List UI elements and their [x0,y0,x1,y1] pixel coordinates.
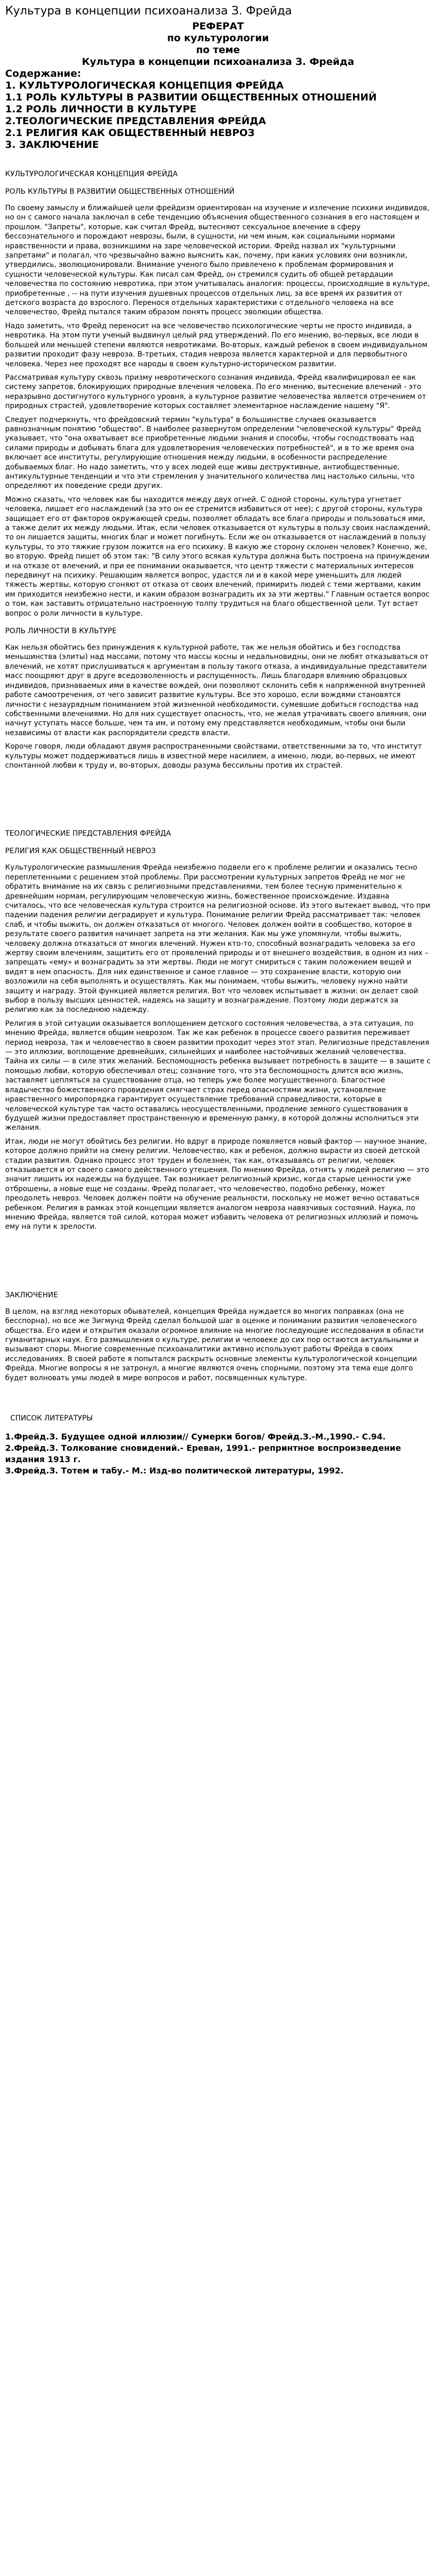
toc-item: 2.ТЕОЛОГИЧЕСКИЕ ПРЕДСТАВЛЕНИЯ ФРЕЙДА [5,115,266,127]
conclusion-heading: ЗАКЛЮЧЕНИЕ [5,1291,58,1299]
literature-item: 3.Фрейд.З. Тотем и табу.- М.: Изд-во политической литературы, 1992. [5,1466,344,1476]
section-1-1-heading: РОЛЬ КУЛЬТУРЫ В РАЗВИТИИ ОБЩЕСТВЕННЫХ ОТНОШЕНИЙ [5,188,235,196]
literature-list [5,1431,431,1477]
toc-item: 1.1 РОЛЬ КУЛЬТУРЫ В РАЗВИТИИ ОБЩЕСТВЕННЫХ ОТНОШЕНИЙ [5,92,377,103]
toc-item: 3. ЗАКЛЮЧЕНИЕ [5,139,99,150]
header-line-4: Культура в концепции психоанализа З. Фрейда [81,56,355,67]
paragraph: Культурологические размышления Фрейда неизбежно подвели его к проблеме религии и оказались тесно переплетенными с решением этой проблемы. При рассмотрении культурных запретов Фрейд не мог не обратить внимание на их связь с религиозными представлениями, тем более тесную применительно к древнейшим нормам, регулирующим человеческую жизнь, божественное происхождение. Издавна считалось, что все человеческая культура строится на религиозной основе. Из этого вытекает вывод, что при падении падения религии деградирует и культура. Понимание религии Фрейд рассматривает так: человек слаб, и чтобы выжить, он должен отказаться от многого. Человек должен войти в сообщество, которое в результате своего развития начинает запрета на эти желания. Как мы уже упомянули, чтобы выжить, человеку должна отказаться от многих влечений. Нужен кто-то, способный вознаградить человека за его жертву своим влечениям, защитить его от проявлений природы и от внешнего воздействия, в одном из них – запрещать «ему» и вознаградить за эти жертвы. Люди не могут смириться с таким положением вещей и видят в нем опасность. Для них единственное и самое главное — это сохранение власти, которую они возложили на себя выполнять и осуществлять. Как мы понимаем, чтобы выжить, человеку нужно найти защиту и награду. Этой функцией является религия. Вот что человек испытывает в жизни: он делает свой выбор в пользу высших ценностей, надеясь на защиту и вознаграждение. Поэтому люди держатся за религию как за последнюю надежду. [5,863,430,1014]
header-line-3: по теме [196,44,240,56]
literature-item: 1.Фрейд.З. Будущее одной иллюзии// Сумерки богов/ Фрейд.З.-М.,1990.- С.94. [5,1432,386,1442]
paragraph: По своему замыслу и ближайшей цели фрейдизм ориентирован на изучение и излечение психики индивидов, но он с самого начала заключал в себе тенденцию объяснения общественного сознания в его настоящем и прошлом. "Запреты", которые, как считал Фрейд, вытесняют сексуальное влечение в сферу бессознательного и порождают неврозы, были, в сущности, ни чем иным, как социальными нормами нравственности и права, возникшими на заре человеческой истории. Фрейд назвал их "культурными запретами" и полагал, что чрезвычайно важно выяснить как, почему, при каких условиях они возникли, утвердились, эволюционировали. Внимание ученого было привлечено к проблемам формирования и сущности человеческой культуры. Как писал сам Фрейд, он стремился судить об общей ретардации человечества по состоянию невротика, при этом учитывалась аналогия: процессы, происходящие в культуре, приобретенные , -- на пути изучения душевных процессов отдельных лиц, за все время их развития от детского возраста до взрослого. Перенося отдельных характеристики с отдельного человека на все человечество, Фрейд пытался таким образом понять процесс эволюции общества. [5,204,430,317]
paragraph: В целом, на взгляд некоторых обывателей, концепция Фрейда нуждается во многих поправках (она не бесспорна), но все же Зигмунд Фрейд сделал большой шаг в оценке и понимании развития человеческого общества. Его идеи и открытия оказали огромное влияние на многие последующие исследования в области гуманитарных наук. Его размышления о культуре, религии и человеке до сих пор остаются актуальными и вызывают споры. Многие современные психоаналитики активно используют работы Фрейда в своих исследованиях. В своей работе я попытался раскрыть основные элементы культурологической концепции Фрейда. Многие вопросы я не затронул, а многие являются очень спорными, поэтому эта тема еще долго будет волновать умы людей в мире вопросов и работ, посвященных культуре. [5,1307,424,1382]
document-title: Культура в концепции психоанализа З. Фрейда [5,5,292,18]
toc-item: 1. КУЛЬТУРОЛОГИЧЕСКАЯ КОНЦЕПЦИЯ ФРЕЙДА [5,80,284,91]
paragraph: Короче говоря, люди обладают двумя распространенными свойствами, ответственными за то, что институт культуры может поддерживаться лишь в известной мере насилием, а именно, люди, во-первых, не имеют спонтанной любви к труду и, во-вторых, доводы разума бессильны против их страстей. [5,742,422,770]
paragraph: Можно сказать, что человек как бы находится между двух огней. С одной стороны, культура угнетает человека, лишает его наслаждений (за это он ее стремится избавиться от нее); с другой стороны, культура защищает его от факторов окружающей среды, позволяет обладать все блага природы и пользоваться ими, а также делит их между людьми. Итак, если человек отказывается от культуры в пользу своих наслаждений, то он лишается защиты, многих благ и может погибнуть. Если же он отказывается от наслаждений в пользу культуры, то это тяжкие грузом ложится на его психику. В какую же сторону склонен человек? Конечно, же, во вторую. Фрейд пишет об этом так: "В силу этого всякая культура должна быть построена на принуждении и на отказе от влечений, и при ее понимании оказывается, что центр тяжести с материальных интересов передвинут на психику. Решающим является вопрос, удастся ли и в какой мере уменьшить для людей тяжесть жертвы, которую сгоняют от отказа от своих влечений, примирить людей с теми жертвами, каким им приходится неизбежно нести, и каким образом вознаградить их за эти жертвы." Главным остается вопрос о том, как заставить отрицательно настроенную толпу трудиться на благо общественной цели. Тут встает вопрос о роли личности в культуре. [5,495,430,618]
header-line-1: РЕФЕРАТ [192,21,244,32]
table-of-contents [5,80,431,151]
report-header [5,21,431,68]
literature-heading: СПИСОК ЛИТЕРАТУРЫ [10,1414,93,1423]
section-1-heading: КУЛЬТУРОЛОГИЧЕСКАЯ КОНЦЕПЦИЯ ФРЕЙДА [5,170,178,178]
toc-label: Содержание: [5,68,81,79]
paragraph: Религия в этой ситуации оказывается воплощением детского состояния человечества, а эта ситуация, по мнению Фрейда, является общим неврозом. Так же как ребенок в процессе своего развития переживает период невроза, так и человечество в своем развитии проходит через этот этап. Религиозные представления — это иллюзии, воплощение древнейших, сильнейших и наиболее настойчивых желаний человечества. Тайна их силы — в силе этих желаний. Беспомощность ребенка вызывает потребность в защите — в защите с помощью любви, которую обеспечивал отец; сознание того, что эта беспомощность длится всю жизнь, заставляет цепляться за существование отца, но теперь уже более могущественного. Благостное владычество божественного провидения смягчает страх перед опасностями жизни, установление нравственного миропорядка гарантирует осуществление требований справедливости, которые в человеческой культуре так часто оставались неосуществленными, продление земного существования в будущей жизни предоставляет пространственную и временную рамку, в которой должны исполниться эти желания. [5,1019,431,1132]
paragraph: Рассматривая культуру сквозь призму невротического сознания индивида, Фрейд квалифицировал ее как систему запретов, блокирующих природные влечения человека. По его мнению, вытеснение влечений - это неразрывно достигнутого культурного уровня, а культурное развитие человечества является отречением от природных страстей, удовлетворение которых составляет элементарное наслаждение нашему "Я". [5,373,426,411]
paragraph: Надо заметить, что Фрейд переносит на все человечество психологические черты не просто индивида, а невротика. На этом пути ученый выдвинул целый ряд утверждений. По его мнению, во-первых, все люди в большей или меньшей степени являются невротиками. Во-вторых, каждый ребенок в своем индивидуальном развитии проходит фазу невроза. В-третьих, стадия невроза является характерной и для первобытного человека. Через нее проходят все народы в своем культурно-историческом развитии. [5,321,428,368]
spacer [5,774,431,821]
paragraph: Как нельзя обойтись без принуждения к культурной работе, так же нельзя обойтись и без господства меньшинства (элиты) над массами, потому что массы косны и недальновидны, они не любят отказываться от влечений, не хотят прислушиваться к аргументам в пользу такого отказа, а индивидуальные представители масс поощряют друг в друге вседозволенность и распущенность. Лишь благодаря влиянию образцовых индивидов, признаваемых ими в качестве вождей, они позволяют склонить себя к напряженной внутренней работе самоотречения, от чего зависит развитие культуры. Все это хорошо, если вождями становятся личности с незаурядным пониманием этой жизненной необходимости, сумевшие добиться господства над собственными влечениями. Но для них существует опасность, что, не желая утрачивать своего влияния, они начнут уступать массе больше, чем та им, и потому ему представляется необходимым, чтобы они были независимы от власти как распорядители средств власти. [5,643,429,737]
section-1-2-heading: РОЛЬ ЛИЧНОСТИ В КУЛЬТУРЕ [5,627,117,636]
section-2-heading: ТЕОЛОГИЧЕСКИЕ ПРЕДСТАВЛЕНИЯ ФРЕЙДА [5,829,171,838]
toc-item: 1.2 РОЛЬ ЛИЧНОСТИ В КУЛЬТУРЕ [5,104,197,115]
paragraph: Следует подчеркнуть, что фрейдовский термин "культура" в большинстве случаев оказывается равнозначным понятию "общество". В наиболее развернутом определении "человеческой культуры" Фрейд указывает, что "она охватывает все приобретенные людьми знания и способы, чтобы господствовать над силами природы и добывать блага для удовлетворения человеческих потребностей", и в то же время она включает все институты, регулирующие отношения между людьми, в особенности распределение добываемых благ. Но надо заметить, что у всех людей еще живы деструктивные, антиобщественные, антикультурные тенденции и что эти стремления у значительного количества лиц настолько сильны, что определяют их поведение среди других. [5,415,422,490]
section-2-1-heading: РЕЛИГИЯ КАК ОБЩЕСТВЕННЫЙ НЕВРОЗ [5,847,156,856]
paragraph: Итак, люди не могут обойтись без религии. Но вдруг в природе появляется новый фактор — научное знание, которое должно прийти на смену религии. Человечество, как и ребенок, должно вырасти из своей детской стадии развития. Однако процесс этот труден и болезнен, так как, отказываясь от религии, человек отказывается и от своего самого действенного утешения. По мнению Фрейда, отнять у людей религию — это значит лишить их надежды на будущее. Так возникает религиозный кризис, когда старые ценности уже отброшены, а новые еще не созданы. Фрейд полагает, что человечество, подобно ребенку, может преодолеть невроз. Человек должен пойти на обучение реальности, поскольку не может вечно оставаться ребенком. Религия в рамках этой концепции является аналогом невроза навязчивых состояний. Наука, по мнению Фрейда, является той силой, которая может избавить человека от религиозных иллюзий и помочь ему на пути к зрелости. [5,1137,429,1231]
literature-item: 2.Фрейд.З. Толкование сновидений.- Ереван, 1991.- репринтное воспроизведение издания 1913 г. [5,1443,402,1465]
header-line-2: по культурологии [167,32,269,44]
spacer [5,1236,431,1282]
toc-item: 2.1 РЕЛИГИЯ КАК ОБЩЕСТВЕННЫЙ НЕВРОЗ [5,127,255,139]
